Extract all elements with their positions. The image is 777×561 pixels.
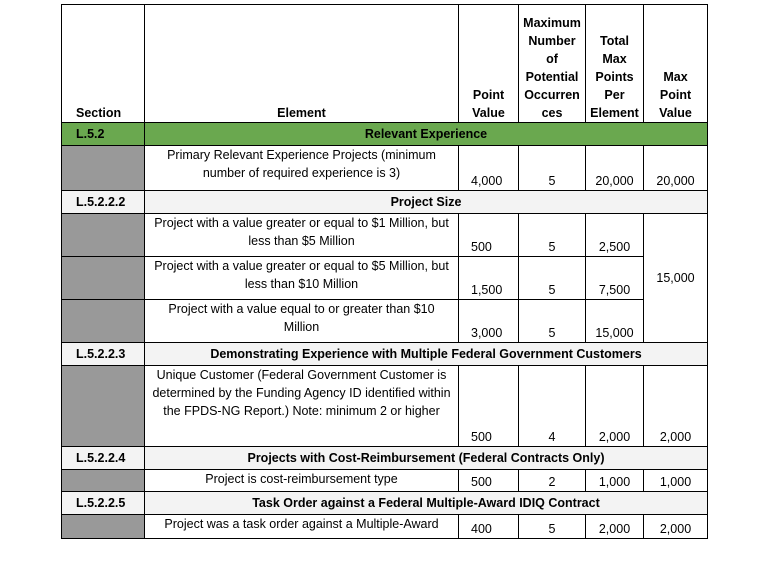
total-max-cell: 2,000	[586, 515, 644, 539]
section-row-multiple-customers	[62, 343, 708, 366]
total-max-cell: 15,000	[586, 300, 644, 343]
section-title: Demonstrating Experience with Multiple Federal Government Customers	[145, 343, 708, 366]
max-point-value-cell: 2,000	[644, 366, 708, 447]
section-row-relevant-experience	[62, 123, 708, 146]
element-cell: Project is cost-reimbursement type	[145, 470, 459, 492]
section-row-task-order	[62, 492, 708, 515]
point-value-cell: 1,500	[459, 257, 519, 300]
section-title: Projects with Cost-Reimbursement (Federal Contracts Only)	[145, 447, 708, 470]
scoring-table	[61, 4, 708, 539]
point-value-cell: 4,000	[459, 146, 519, 191]
total-max-cell: 1,000	[586, 470, 644, 492]
section-cell-empty	[62, 470, 145, 492]
occurrences-cell: 5	[519, 214, 586, 257]
header-total-max: Total Max Points Per Element	[586, 5, 644, 123]
element-cell: Unique Customer (Federal Government Customer is determined by the Funding Agency ID identified within the FPDS-NG Report.) Note: minimum 2 or higher	[145, 366, 459, 447]
section-cell-empty	[62, 366, 145, 447]
occurrences-cell: 5	[519, 300, 586, 343]
point-value-cell: 500	[459, 366, 519, 447]
total-max-cell: 7,500	[586, 257, 644, 300]
section-title: Project Size	[145, 191, 708, 214]
occurrences-cell: 5	[519, 515, 586, 539]
occurrences-cell: 4	[519, 366, 586, 447]
section-cell-empty	[62, 515, 145, 539]
section-cell-empty	[62, 214, 145, 257]
element-cell: Primary Relevant Experience Projects (minimum number of required experience is 3)	[145, 146, 459, 191]
section-id: L.5.2	[62, 123, 145, 146]
table-row	[62, 300, 708, 343]
section-id: L.5.2.2.3	[62, 343, 145, 366]
header-section: Section	[62, 5, 145, 123]
occurrences-cell: 5	[519, 146, 586, 191]
section-id: L.5.2.2.2	[62, 191, 145, 214]
table-row	[62, 470, 708, 492]
point-value-cell: 500	[459, 214, 519, 257]
max-point-value-cell: 20,000	[644, 146, 708, 191]
point-value-cell: 3,000	[459, 300, 519, 343]
occurrences-cell: 5	[519, 257, 586, 300]
section-row-cost-reimbursement	[62, 447, 708, 470]
total-max-cell: 20,000	[586, 146, 644, 191]
section-id: L.5.2.2.5	[62, 492, 145, 515]
section-cell-empty	[62, 146, 145, 191]
total-max-cell: 2,500	[586, 214, 644, 257]
max-point-value-cell: 15,000	[644, 214, 708, 343]
point-value-cell: 400	[459, 515, 519, 539]
section-cell-empty	[62, 300, 145, 343]
max-point-value-cell: 1,000	[644, 470, 708, 492]
section-title: Relevant Experience	[145, 123, 708, 146]
table-row	[62, 214, 708, 257]
max-point-value-cell: 2,000	[644, 515, 708, 539]
point-value-cell: 500	[459, 470, 519, 492]
section-cell-empty	[62, 257, 145, 300]
header-row	[62, 5, 708, 123]
table-row	[62, 515, 708, 539]
element-cell: Project with a value equal to or greater than $10 Million	[145, 300, 459, 343]
section-id: L.5.2.2.4	[62, 447, 145, 470]
element-cell: Project with a value greater or equal to $5 Million, but less than $10 Million	[145, 257, 459, 300]
header-max-point-value: Max Point Value	[644, 5, 708, 123]
table-row	[62, 257, 708, 300]
header-element: Element	[145, 5, 459, 123]
table-row	[62, 366, 708, 447]
header-point-value: Point Value	[459, 5, 519, 123]
occurrences-cell: 2	[519, 470, 586, 492]
element-cell: Project with a value greater or equal to $1 Million, but less than $5 Million	[145, 214, 459, 257]
header-max-occurrences: Maximum Number of Potential Occurren ces	[519, 5, 586, 123]
element-cell: Project was a task order against a Multiple-Award	[145, 515, 459, 539]
total-max-cell: 2,000	[586, 366, 644, 447]
section-title: Task Order against a Federal Multiple-Award IDIQ Contract	[145, 492, 708, 515]
table-row	[62, 146, 708, 191]
section-row-project-size	[62, 191, 708, 214]
